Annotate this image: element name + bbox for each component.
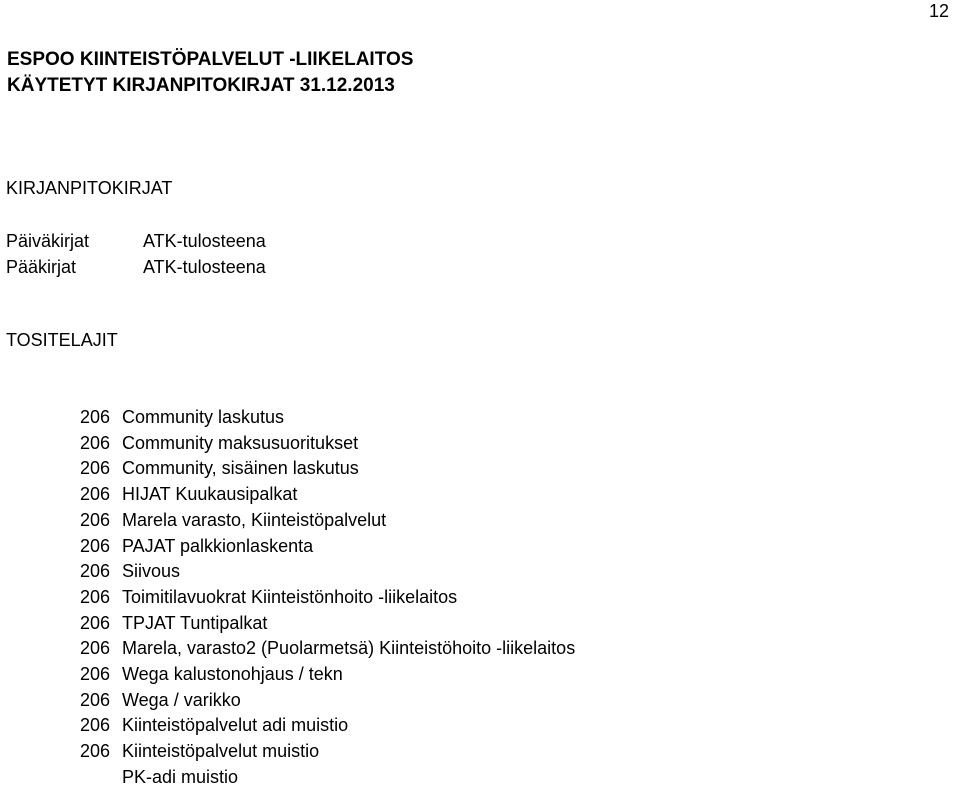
voucher-type-code: 206 — [80, 664, 111, 685]
voucher-type-code: 206 — [80, 484, 111, 505]
voucher-type-name: Kiinteistöpalvelut adi muistio — [122, 715, 349, 736]
voucher-type-name: TPJAT Tuntipalkat — [122, 612, 268, 633]
voucher-type-item — [80, 534, 575, 560]
voucher-type-code: 206 — [80, 586, 111, 607]
document-header — [7, 47, 413, 99]
voucher-type-name: Marela, varasto2 (Puolarmetsä) Kiinteistöhoito -liikelaitos — [122, 638, 576, 659]
voucher-type-code: 206 — [80, 715, 111, 736]
voucher-type-name: PAJAT palkkionlaskenta — [122, 535, 314, 556]
voucher-type-code: 206 — [80, 561, 111, 582]
voucher-type-item — [80, 405, 575, 431]
voucher-type-item — [80, 688, 575, 714]
voucher-type-code: 206 — [80, 432, 111, 453]
voucher-type-name: Siivous — [122, 561, 181, 582]
voucher-type-item — [80, 765, 575, 791]
voucher-type-item — [80, 585, 575, 611]
voucher-type-code: 206 — [80, 638, 111, 659]
voucher-type-name: Toimitilavuokrat Kiinteistönhoito -liikelaitos — [122, 586, 458, 607]
voucher-type-name: Community, sisäinen laskutus — [122, 458, 359, 479]
accounting-book-row — [6, 228, 266, 254]
voucher-type-code: 206 — [80, 741, 111, 762]
header-organization: ESPOO KIINTEISTÖPALVELUT -LIIKELAITOS — [7, 49, 414, 70]
header-title: KÄYTETYT KIRJANPITOKIRJAT 31.12.2013 — [7, 75, 395, 96]
voucher-type-item — [80, 662, 575, 688]
voucher-type-item — [80, 739, 575, 765]
voucher-type-code: 206 — [80, 689, 111, 710]
voucher-type-name: Community maksusuoritukset — [122, 432, 359, 453]
voucher-type-name: HIJAT Kuukausipalkat — [122, 484, 298, 505]
accounting-book-method: ATK-tulosteena — [143, 257, 266, 277]
voucher-type-item — [80, 431, 575, 457]
voucher-type-code: 206 — [80, 458, 111, 479]
voucher-type-item — [80, 508, 575, 534]
accounting-book-name: Pääkirjat — [6, 257, 77, 277]
accounting-book-name: Päiväkirjat — [6, 231, 90, 251]
voucher-type-code: 206 — [80, 509, 111, 530]
accounting-book-method: ATK-tulosteena — [143, 231, 266, 251]
voucher-type-name: Marela varasto, Kiinteistöpalvelut — [122, 509, 387, 530]
page-number: 12 — [928, 1, 949, 21]
voucher-type-item — [80, 482, 575, 508]
voucher-type-item — [80, 713, 575, 739]
voucher-types-list — [80, 405, 575, 791]
accounting-books-title: KIRJANPITOKIRJAT — [6, 178, 173, 198]
voucher-type-code — [80, 765, 122, 791]
voucher-type-code: 206 — [80, 535, 111, 556]
voucher-type-name: Kiinteistöpalvelut muistio — [122, 741, 320, 762]
voucher-type-item — [80, 636, 575, 662]
voucher-type-code: 206 — [80, 612, 111, 633]
voucher-type-name: Wega / varikko — [122, 689, 241, 710]
voucher-type-item — [80, 611, 575, 637]
voucher-type-code: 206 — [80, 407, 111, 427]
voucher-type-name: PK-adi muistio — [122, 766, 239, 787]
voucher-type-name: Community laskutus — [122, 407, 285, 427]
voucher-type-item — [80, 456, 575, 482]
accounting-books-table — [6, 228, 266, 280]
voucher-type-item — [80, 559, 575, 585]
accounting-book-row — [6, 254, 266, 280]
voucher-type-name: Wega kalustonohjaus / tekn — [122, 664, 343, 685]
voucher-types-title: TOSITELAJIT — [6, 330, 118, 350]
